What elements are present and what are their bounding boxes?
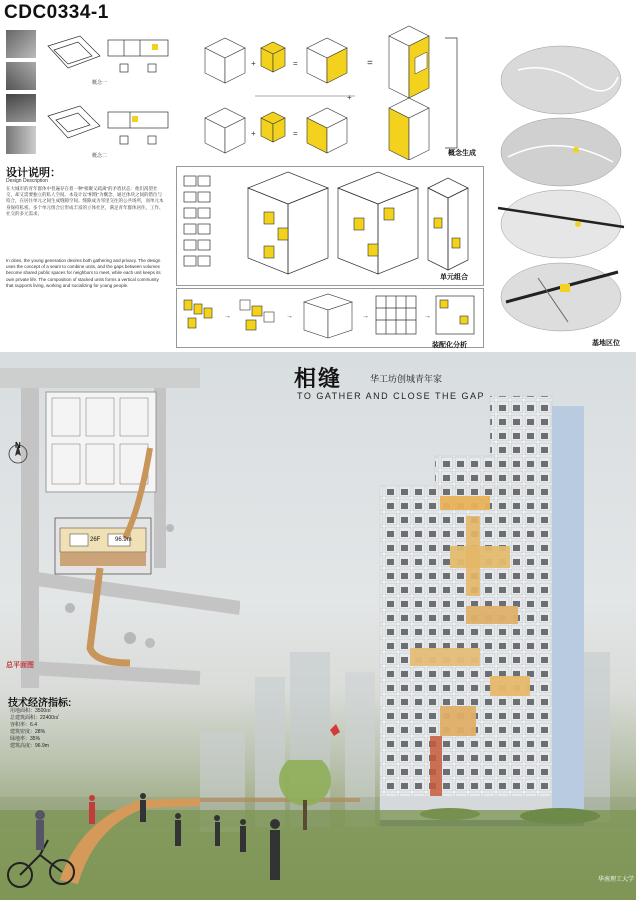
assembly-diagram [178, 290, 480, 344]
wood-path-south [90, 568, 130, 663]
site-plan [0, 358, 240, 688]
tech-row: 建筑密度：28% [10, 729, 46, 735]
footer-label: 华南理工大学 [598, 877, 635, 883]
label-concept-one: 概念一 [92, 80, 108, 86]
site-location-maps [488, 22, 634, 347]
svg-text:→: → [286, 313, 293, 320]
hero-subtitle-cn: 华工坊创城青年家 [370, 374, 443, 384]
seam-1 [440, 496, 490, 510]
reference-photo-4 [6, 126, 36, 154]
svg-text:→: → [362, 313, 369, 320]
reference-photo-1 [6, 30, 36, 58]
tech-row: 总建筑面积：22400㎡ [10, 715, 59, 721]
svg-text:+: + [251, 129, 256, 138]
seam-5 [490, 676, 530, 696]
reference-photo-3 [6, 94, 36, 122]
sports-field [46, 392, 156, 492]
seam-6 [440, 706, 476, 736]
svg-text:+: + [347, 93, 352, 102]
seam-4 [410, 648, 480, 666]
tech-title: 技术经济指标: [8, 698, 72, 709]
kite [330, 724, 340, 736]
area-label-b: 96.9m [115, 537, 132, 543]
svg-text:→: → [224, 313, 231, 320]
svg-text:=: = [367, 58, 373, 69]
tech-table [10, 708, 120, 750]
iso-combo-a [248, 172, 328, 274]
concept-row-1 [205, 26, 429, 98]
tech-row: 容积率：6.4 [10, 722, 37, 728]
area-label-a: 26F [90, 537, 101, 543]
design-notes-subtitle: Design Description [6, 178, 48, 184]
iso-combo-b [338, 172, 418, 274]
iso-combo-c [428, 178, 468, 270]
site-plan-label: 总平面图 [6, 662, 34, 669]
hero-title-en: TO GATHER AND CLOSE THE GAP [297, 391, 486, 401]
assembly-step-2 [240, 300, 274, 330]
site-location-label: 基地区位 [592, 340, 620, 347]
tech-row: 用地面积：3500㎡ [10, 708, 52, 714]
project-code: CDC0334-1 [4, 2, 109, 23]
tech-row: 绿地率：35% [10, 736, 41, 742]
concept-generation-label: 概念生成 [448, 150, 476, 157]
label-concept-two: 概念二 [92, 153, 108, 159]
svg-text:=: = [293, 129, 298, 138]
assembly-step-1 [184, 300, 212, 328]
assembly-step-3 [304, 294, 352, 338]
plan-stack [184, 176, 210, 266]
design-notes-title: 设计说明： [6, 167, 61, 179]
svg-text:+: + [251, 59, 256, 68]
tech-row: 建筑高度：96.9m [10, 743, 49, 749]
svg-text:=: = [293, 59, 298, 68]
reference-photo-2 [6, 62, 36, 90]
svg-text:→: → [424, 313, 431, 320]
north-label: N [15, 441, 21, 450]
hero-title-cn: 相缝 [294, 366, 343, 391]
sketch-grid-b [48, 106, 100, 138]
concept-generation-diagram [195, 18, 480, 160]
seam-3 [466, 606, 518, 624]
concept-row-2 [205, 98, 429, 160]
unit-combination-diagram [178, 168, 480, 282]
sketch-grid-a [48, 36, 100, 68]
assembly-step-5 [436, 296, 474, 334]
design-notes-body-cn: 在大城市的青年群体中普遍存在着一种“相聚又疏离”的矛盾状态：他们渴望社交，却又需要独立的私人空间。本设计以“相缝”为概念，通过体块之间的错位与咬合，在居住单元之间生成缝隙空间。缝隙成为邻里交往的公共场所，而单元本身保持私密。多个单元组合后形成丰富的立体社区，满足青年群体居住、工作、社交的多元需求。 [6, 186, 164, 216]
assembly-analysis-label: 装配化分析 [432, 342, 467, 349]
unit-combination-label: 单元组合 [440, 274, 468, 281]
assembly-step-4 [376, 296, 416, 334]
foreground-scene [0, 760, 636, 900]
concept-sketches [40, 26, 180, 166]
map-city [501, 46, 621, 114]
design-notes-body-en: In cities, the young generation desires both gathering and privacy. The design uses the concept of a seam to combine units, and the gaps between volumes become shared public spaces for neighbors to meet, while each unit keeps its own private life. The composition of stacked units forms a vertical community that supports living, working and socializing for young people. [6, 258, 161, 288]
